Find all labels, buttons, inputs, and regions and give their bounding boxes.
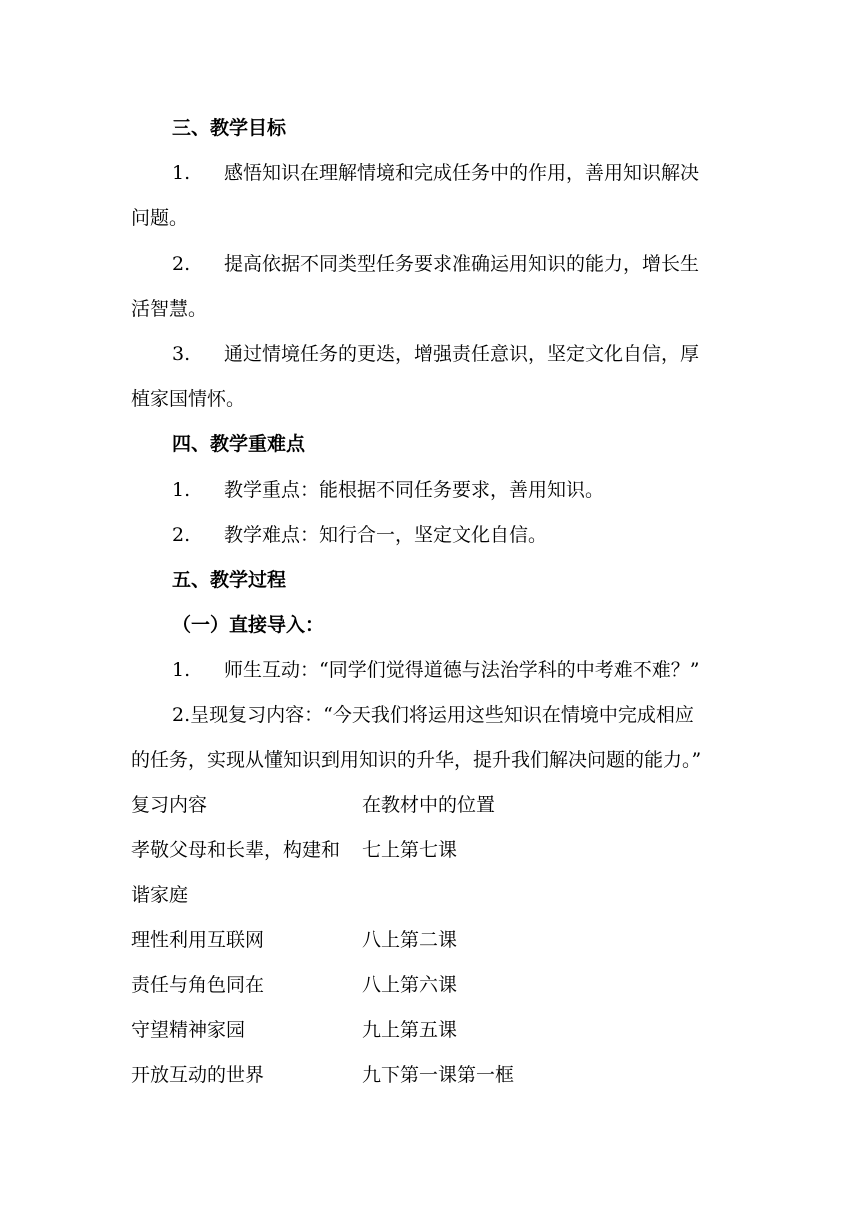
- goal-item-number: 3.: [172, 343, 191, 365]
- table-header-position: 在教材中的位置: [362, 794, 496, 816]
- table-cell-position: 九上第五课: [362, 1019, 458, 1041]
- process-item-text: 师生互动：“同学们觉得道德与法治学科的中考难不难？”: [224, 659, 700, 681]
- process-item-1: [172, 658, 699, 682]
- section-heading-goals: 三、教学目标: [172, 117, 287, 139]
- key-point-text: 教学难点：知行合一，坚定文化自信。: [224, 524, 548, 546]
- goal-item-1: [172, 161, 699, 185]
- process-item-number: 1.: [172, 659, 191, 681]
- table-cell-position: 八上第二课: [362, 929, 458, 951]
- goal-item-3: [172, 342, 699, 366]
- table-cell-content: 开放互动的世界: [131, 1064, 265, 1086]
- goal-item-text: 通过情境任务的更迭，增强责任意识，坚定文化自信，厚: [224, 343, 700, 365]
- table-cell-position: 八上第六课: [362, 974, 458, 996]
- subsection-heading-intro: （一）直接导入：: [172, 614, 325, 636]
- table-cell-content: 孝敬父母和长辈，构建和: [131, 839, 341, 861]
- key-point-item-2: [172, 523, 547, 547]
- table-cell-content: 守望精神家园: [131, 1019, 246, 1041]
- section-heading-key-points: 四、教学重难点: [172, 433, 306, 455]
- key-point-number: 1.: [172, 479, 191, 501]
- goal-item-text: 感悟知识在理解情境和完成任务中的作用，善用知识解决: [224, 162, 700, 184]
- process-item-2: 2.呈现复习内容：“今天我们将运用这些知识在情境中完成相应: [172, 704, 694, 726]
- key-point-item-1: [172, 478, 604, 502]
- table-cell-position: 九下第一课第一框: [362, 1064, 515, 1086]
- goal-item-number: 2.: [172, 253, 191, 275]
- table-cell-content-continuation: 谐家庭: [131, 884, 189, 906]
- goal-item-2: [172, 252, 699, 276]
- goal-item-3-continuation: 植家国情怀。: [131, 388, 246, 410]
- table-cell-content: 责任与角色同在: [131, 974, 265, 996]
- key-point-number: 2.: [172, 524, 191, 546]
- table-cell-content: 理性利用互联网: [131, 929, 265, 951]
- goal-item-1-continuation: 问题。: [131, 207, 189, 229]
- key-point-text: 教学重点：能根据不同任务要求，善用知识。: [224, 479, 605, 501]
- table-header-content: 复习内容: [131, 794, 208, 816]
- goal-item-text: 提高依据不同类型任务要求准确运用知识的能力，增长生: [224, 253, 700, 275]
- goal-item-number: 1.: [172, 162, 191, 184]
- section-heading-process: 五、教学过程: [172, 569, 287, 591]
- process-item-2-continuation: 的任务，实现从懂知识到用知识的升华，提升我们解决问题的能力。”: [131, 749, 702, 771]
- goal-item-2-continuation: 活智慧。: [131, 298, 208, 320]
- table-cell-position: 七上第七课: [362, 839, 458, 861]
